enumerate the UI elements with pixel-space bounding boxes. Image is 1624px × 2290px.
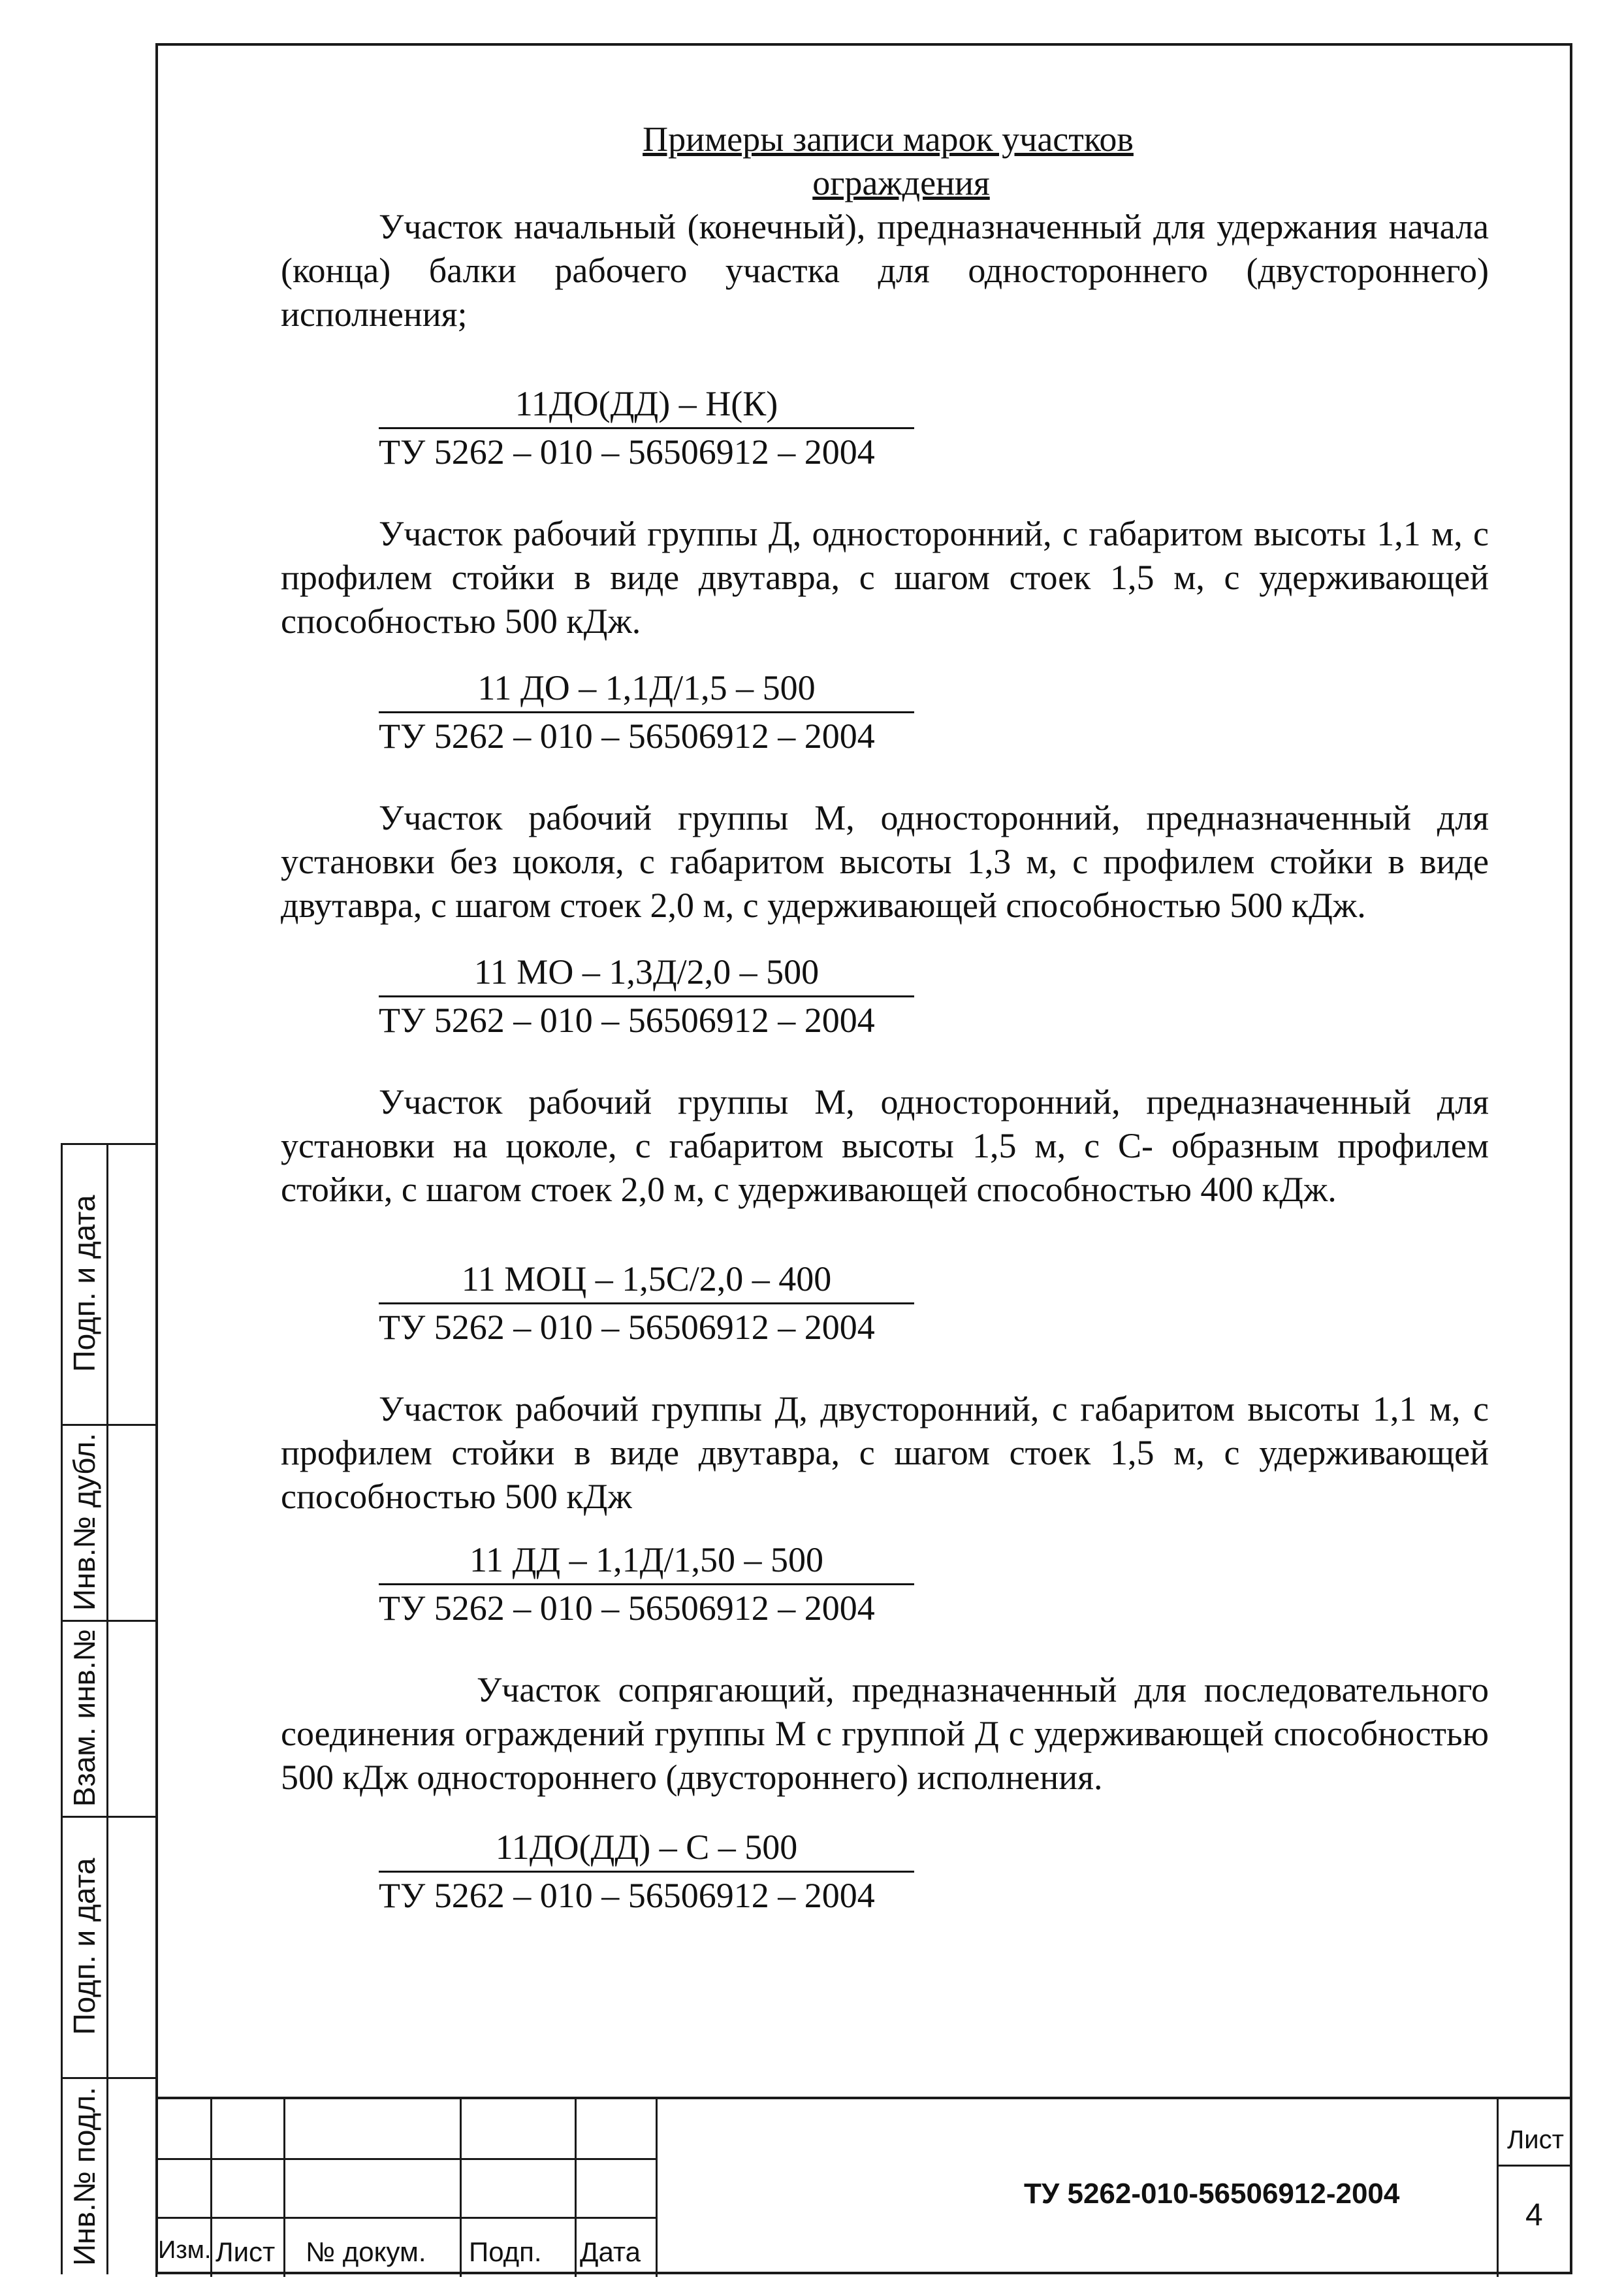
paragraph-5: Участок рабочий группы Д, двусторонний, с габаритом высоты 1,1 м, с профилем стойки в виде двутавра, с шагом стоек 1,5 м, с удерживающей способностью 500 кДж bbox=[281, 1389, 1489, 1516]
code-top: 11 МО – 1,3Д/2,0 – 500 bbox=[379, 950, 914, 997]
code-bottom: ТУ 5262 – 010 – 56506912 – 2004 bbox=[379, 1588, 875, 1628]
code-block-1 bbox=[379, 382, 914, 474]
side-label-inv-podl: Инв.№ подл. bbox=[67, 2087, 101, 2266]
stamp-col-list: Лист bbox=[215, 2236, 276, 2267]
code-block-6 bbox=[379, 1826, 914, 1918]
code-bottom: ТУ 5262 – 010 – 56506912 – 2004 bbox=[379, 1001, 875, 1040]
code-bottom: ТУ 5262 – 010 – 56506912 – 2004 bbox=[379, 1308, 875, 1347]
stamp-doc-code: ТУ 5262-010-56506912-2004 bbox=[1024, 2178, 1400, 2210]
stamp-col-data: Дата bbox=[580, 2236, 641, 2267]
stamp-col-podp: Подп. bbox=[469, 2236, 542, 2267]
code-top: 11 МОЦ – 1,5С/2,0 – 400 bbox=[379, 1257, 914, 1304]
stamp-sheet-number: 4 bbox=[1525, 2198, 1543, 2233]
code-top: 11 ДД – 1,1Д/1,50 – 500 bbox=[379, 1538, 914, 1585]
paragraph-1: Участок начальный (конечный), предназначенный для удержания начала (конца) балки рабочего участка для одностороннего (двустороннего) исполнения; bbox=[281, 207, 1489, 334]
stamp-col-izm: Изм. bbox=[158, 2236, 212, 2264]
title-block bbox=[155, 2097, 1572, 2277]
code-block-5 bbox=[379, 1538, 914, 1630]
side-label-vzam-inv: Взам. инв.№ bbox=[67, 1628, 101, 1807]
heading-line2: ограждения bbox=[812, 163, 990, 202]
code-block-4 bbox=[379, 1257, 914, 1349]
code-top: 11 ДО – 1,1Д/1,5 – 500 bbox=[379, 666, 914, 713]
side-label-podp-data-upper: Подп. и дата bbox=[67, 1195, 101, 1372]
code-block-2 bbox=[379, 666, 914, 758]
stamp-sheet-label: Лист bbox=[1507, 2125, 1564, 2154]
document-body bbox=[281, 118, 1489, 1918]
code-bottom: ТУ 5262 – 010 – 56506912 – 2004 bbox=[379, 717, 875, 756]
heading-line1: Примеры записи марок участков bbox=[643, 120, 1134, 159]
paragraph-6: Участок сопрягающий, предназначенный для последовательного соединения ограждений группы М с группой Д с удерживающей способностью 500 кДж одностороннего (двустороннего) исполнения. bbox=[281, 1670, 1489, 1797]
paragraph-2: Участок рабочий группы Д, односторонний, с габаритом высоты 1,1 м, с профилем стойки в виде двутавра, с шагом стоек 1,5 м, с удерживающей способностью 500 кДж. bbox=[281, 514, 1489, 641]
code-bottom: ТУ 5262 – 010 – 56506912 – 2004 bbox=[379, 432, 875, 472]
code-block-3 bbox=[379, 950, 914, 1042]
code-bottom: ТУ 5262 – 010 – 56506912 – 2004 bbox=[379, 1876, 875, 1915]
side-label-inv-dubl: Инв.№ дубл. bbox=[67, 1432, 101, 1611]
code-top: 11ДО(ДД) – Н(К) bbox=[379, 382, 914, 429]
side-label-podp-data-lower: Подп. и дата bbox=[67, 1858, 101, 2035]
side-strip bbox=[61, 1143, 155, 2274]
code-top: 11ДО(ДД) – С – 500 bbox=[379, 1826, 914, 1873]
paragraph-3: Участок рабочий группы М, односторонний, предназначенный для установки без цоколя, с габаритом высоты 1,3 м, с профилем стойки в виде двутавра, с шагом стоек 2,0 м, с удерживающей способностью 500 кДж. bbox=[281, 798, 1489, 925]
paragraph-4: Участок рабочий группы М, односторонний, предназначенный для установки на цоколе, с габаритом высоты 1,5 м, с С- образным профилем стойки, с шагом стоек 2,0 м, с удерживающей способностью 400 кДж. bbox=[281, 1082, 1489, 1209]
stamp-col-dokum: № докум. bbox=[306, 2236, 426, 2267]
